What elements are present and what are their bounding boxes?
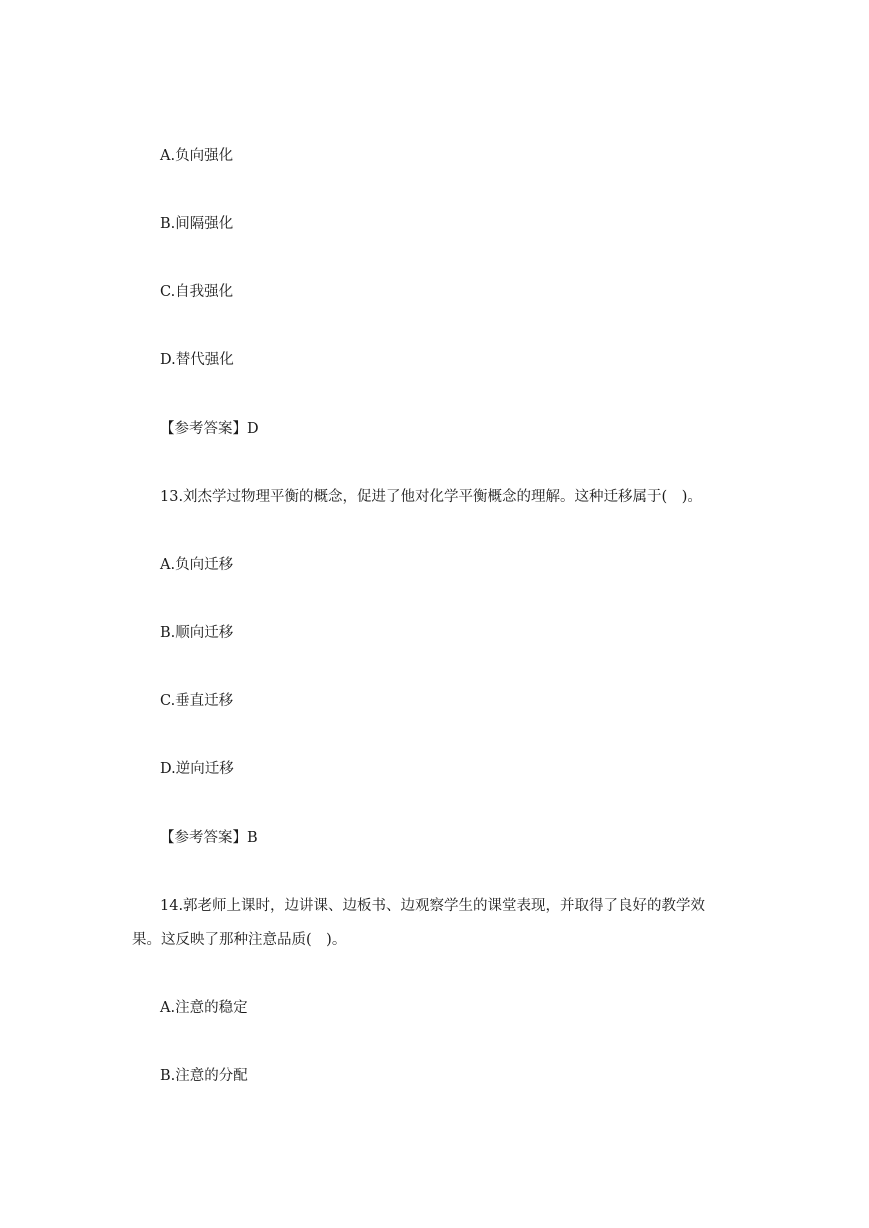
q14-option-a: A.注意的稳定 — [160, 1000, 248, 1016]
q13-stem: 13.刘杰学过物理平衡的概念，促进了他对化学平衡概念的理解。这种迁移属于( )。 — [160, 489, 702, 505]
q12-option-b: B.间隔强化 — [160, 216, 234, 232]
q13-option-b: B.顺向迁移 — [160, 625, 234, 641]
q12-answer: 【参考答案】D — [160, 421, 259, 437]
q14-stem-line2: 果。这反映了那种注意品质( )。 — [132, 932, 347, 948]
q12-option-a: A.负向强化 — [160, 148, 234, 164]
q13-option-a: A.负向迁移 — [160, 557, 234, 573]
q13-answer: 【参考答案】B — [160, 830, 258, 846]
q14-stem-line1: 14.郭老师上课时，边讲课、边板书、边观察学生的课堂表现，并取得了良好的教学效 — [160, 898, 706, 914]
q12-option-c: C.自我强化 — [160, 284, 234, 300]
q13-option-c: C.垂直迁移 — [160, 693, 234, 709]
q12-option-d: D.替代强化 — [160, 352, 234, 368]
q14-option-b: B.注意的分配 — [160, 1068, 248, 1084]
q13-option-d: D.逆向迁移 — [160, 761, 234, 777]
